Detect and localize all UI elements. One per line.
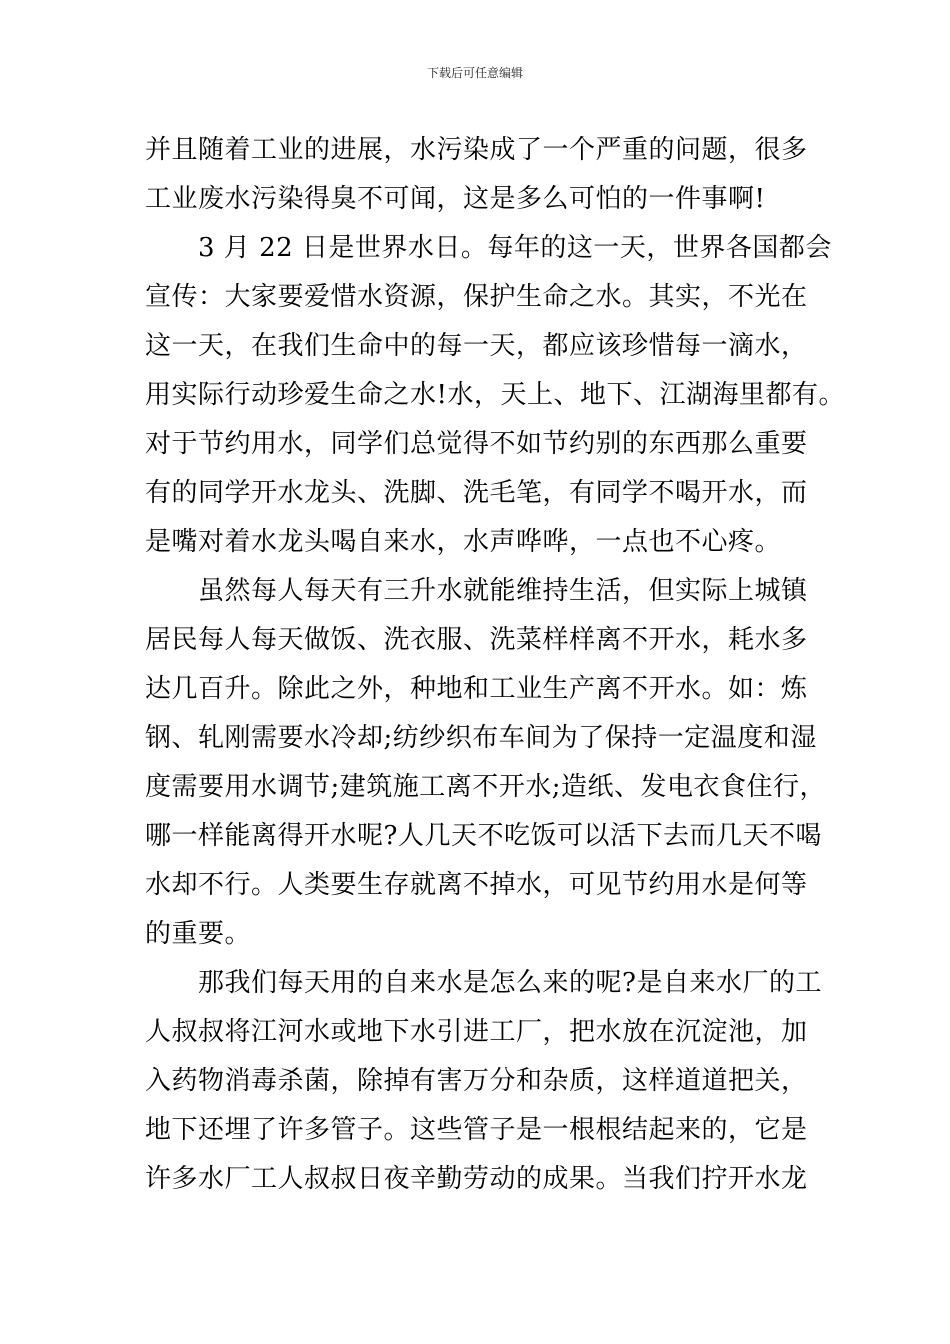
text-line: 工业废水污染得臭不可闻，这是多么可怕的一件事啊! [145, 184, 766, 214]
text-line: 哪一样能离得开水呢?人几天不吃饭可以活下去而几天不喝 [145, 821, 822, 851]
text-line: 人叔叔将江河水或地下水引进工厂，把水放在沉淀池，加 [145, 1017, 808, 1047]
text-line: 这一天，在我们生命中的每一天，都应该珍惜每一滴水， [145, 331, 808, 361]
page-header: 下载后可任意编辑 [426, 66, 523, 80]
paragraph-3 [145, 567, 825, 959]
text-line: 并且随着工业的进展，水污染成了一个严重的问题，很多 [145, 135, 808, 165]
text-line: 入药物消毒杀菌，除掉有害万分和杂质，这样道道把关， [145, 1066, 808, 1096]
paragraph-2 [145, 224, 845, 567]
text-line: 有的同学开水龙头、洗脚、洗毛笔，有同学不喝开水，而 [145, 478, 808, 508]
text-line: 钢、轧刚需要水冷却;纺纱织布车间为了保持一定温度和湿 [145, 723, 817, 753]
text-line: 那我们每天用的自来水是怎么来的呢?是自来水厂的工 [198, 968, 822, 998]
paragraph-4 [145, 959, 825, 1204]
text-line: 对于节约用水，同学们总觉得不如节约别的东西那么重要 [145, 429, 808, 459]
text-line: 3 月 22 日是世界水日。每年的这一天，世界各国都会 [198, 233, 832, 263]
text-line: 用实际行动珍爱生命之水!水，天上、地下、江湖海里都有。 [145, 380, 845, 410]
text-line: 居民每人每天做饭、洗衣服、洗菜样样离不开水，耗水多 [145, 625, 808, 655]
text-line: 度需要用水调节;建筑施工离不开水;造纸、发电衣食住行， [145, 772, 827, 802]
text-line: 许多水厂工人叔叔日夜辛勤劳动的成果。当我们拧开水龙 [145, 1164, 808, 1194]
text-line: 的重要。 [145, 919, 252, 949]
text-line: 宣传：大家要爱惜水资源，保护生命之水。其实，不光在 [145, 282, 808, 312]
text-line: 达几百升。除此之外，种地和工业生产离不开水。如：炼 [145, 674, 808, 704]
paragraph-1 [145, 126, 825, 224]
text-line: 是嘴对着水龙头喝自来水，水声哗哗，一点也不心疼。 [145, 527, 782, 557]
text-line: 地下还埋了许多管子。这些管子是一根根结起来的，它是 [145, 1115, 808, 1145]
text-line: 虽然每人每天有三升水就能维持生活，但实际上城镇 [198, 576, 808, 606]
document-body [145, 126, 845, 1204]
text-line: 水却不行。人类要生存就离不掉水，可见节约用水是何等 [145, 870, 808, 900]
